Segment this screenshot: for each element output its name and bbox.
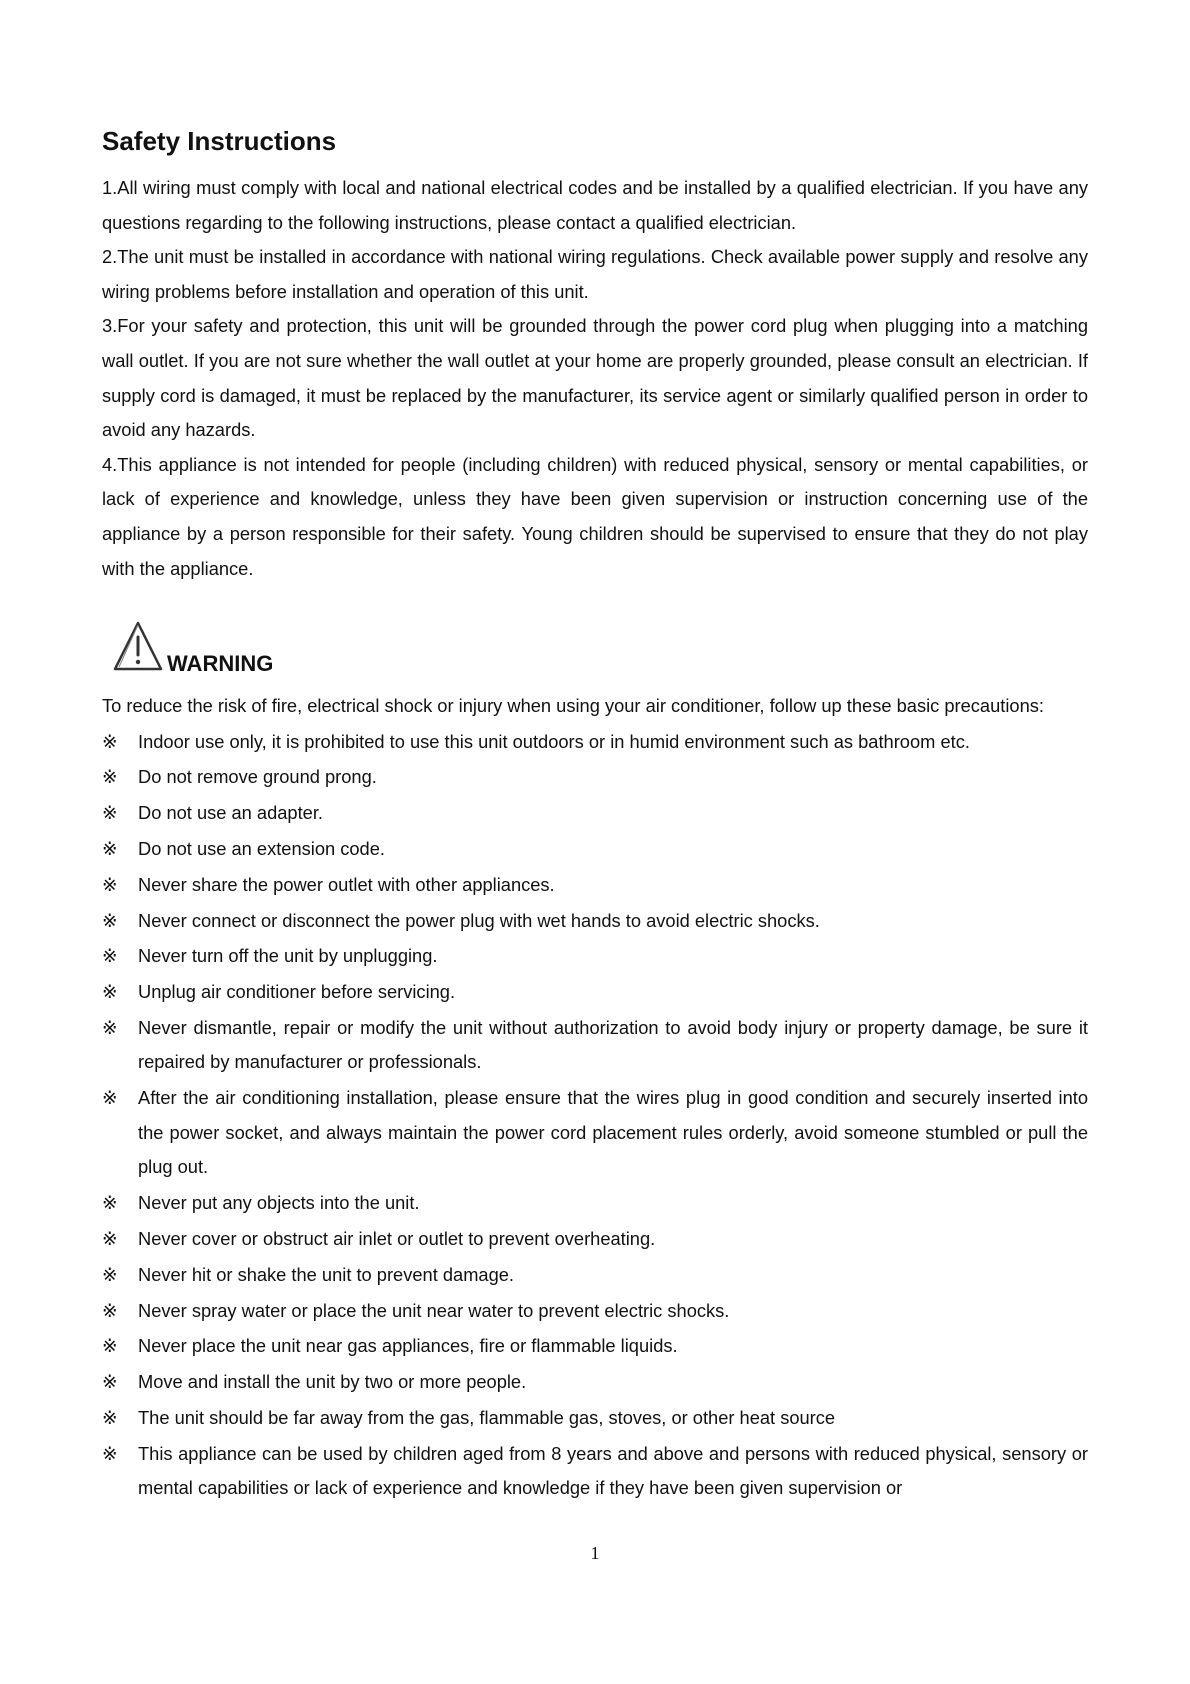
list-item [102,1222,1088,1257]
list-item [102,832,1088,867]
bullet-mark: ※ [102,981,118,1003]
bullet-mark: ※ [102,1192,118,1214]
warning-triangle-icon [112,619,164,673]
list-item-text: Never spray water or place the unit near water to prevent electric shocks. [138,1299,730,1321]
list-item-text: This appliance can be used by children aged from 8 years and above and persons with reduced physical, sensory or mental capabilities or lack of experience and knowledge if they have been given supervision or [138,1442,1088,1499]
list-item [102,975,1088,1010]
list-item-text: The unit should be far away from the gas, flammable gas, stoves, or other heat source [138,1406,836,1428]
list-item-text: Never connect or disconnect the power plug with wet hands to avoid electric shocks. [138,909,820,931]
bullet-mark: ※ [102,1299,118,1321]
safety-instructions-list [102,171,1088,586]
list-item-text: Unplug air conditioner before servicing. [138,981,456,1003]
bullet-mark: ※ [102,1016,118,1038]
list-item-text: Never put any objects into the unit. [138,1192,420,1214]
list-item-text: Never cover or obstruct air inlet or outlet to prevent overheating. [138,1227,656,1249]
list-item [102,1186,1088,1221]
list-item [102,1329,1088,1364]
warning-label: WARNING [167,651,274,676]
page-number: 1 [590,1543,600,1563]
list-item [102,1294,1088,1329]
bullet-mark: ※ [102,1263,118,1285]
warning-heading [112,619,412,679]
instruction-2: 2.The unit must be installed in accordance with national wiring regulations. Check available power supply and resolve any wiring problems before installation and operation of this unit. [102,246,1088,302]
list-item [102,1437,1088,1506]
instruction-4: 4.This appliance is not intended for people (including children) with reduced physical, sensory or mental capabilities, or lack of experience and knowledge, unless they have been given supervision or instruction concerning use of the appliance by a person responsible for their safety. Young children should be supervised to ensure that they do not play with the appliance. [102,453,1088,579]
instruction-3: 3.For your safety and protection, this unit will be grounded through the power cord plug when plugging into a matching wall outlet. If you are not sure whether the wall outlet at your home are properly grounded, please consult an electrician. If supply cord is damaged, it must be replaced by the manufacturer, its service agent or similarly qualified person in order to avoid any hazards. [102,315,1088,441]
list-item [102,939,1088,974]
list-item-text: Move and install the unit by two or more people. [138,1371,527,1393]
bullet-mark: ※ [102,1442,118,1464]
instruction-1: 1.All wiring must comply with local and national electrical codes and be installed by a qualified electrician. If you have any questions regarding to the following instructions, please contact a qualified electrician. [102,177,1088,233]
bullet-mark: ※ [102,1087,118,1109]
bullet-mark: ※ [102,730,118,752]
bullet-mark: ※ [102,802,118,824]
list-item [102,1011,1088,1080]
bullet-mark: ※ [102,945,118,967]
list-item-text: Do not remove ground prong. [138,766,377,788]
bullet-mark: ※ [102,1371,118,1393]
bullet-mark: ※ [102,909,118,931]
bullet-mark: ※ [102,1335,118,1357]
list-item-text: Never dismantle, repair or modify the unit without authorization to avoid body injury or property damage, be sure it repaired by manufacturer or professionals. [138,1016,1088,1073]
list-item [102,725,1088,760]
list-item-text: Never place the unit near gas appliances, fire or flammable liquids. [138,1335,678,1357]
warning-section [102,689,1088,1507]
list-item-text: After the air conditioning installation, please ensure that the wires plug in good condition and securely inserted into the power socket, and always maintain the power cord placement rules orderly, avoid someone stumbled or pull the plug out. [138,1087,1088,1178]
warning-intro: To reduce the risk of fire, electrical shock or injury when using your air conditioner, follow up these basic precautions: [102,695,1044,716]
bullet-mark: ※ [102,873,118,895]
list-item-text: Never hit or shake the unit to prevent damage. [138,1263,514,1285]
list-item [102,1365,1088,1400]
bullet-mark: ※ [102,1406,118,1428]
bullet-mark: ※ [102,837,118,859]
list-item [102,868,1088,903]
list-item [102,1258,1088,1293]
bullet-mark: ※ [102,1227,118,1249]
list-item [102,796,1088,831]
list-item [102,760,1088,795]
list-item-text: Never share the power outlet with other appliances. [138,873,555,895]
list-item-text: Do not use an adapter. [138,802,323,824]
list-item [102,904,1088,939]
list-item-text: Indoor use only, it is prohibited to use this unit outdoors or in humid environment such as bathroom etc. [138,730,970,752]
list-item [102,1081,1088,1185]
list-item-text: Never turn off the unit by unplugging. [138,945,438,967]
list-item-text: Do not use an extension code. [138,837,385,859]
bullet-mark: ※ [102,766,118,788]
precautions-list [102,725,1088,1506]
list-item [102,1401,1088,1436]
page-title: Safety Instructions [102,126,337,156]
